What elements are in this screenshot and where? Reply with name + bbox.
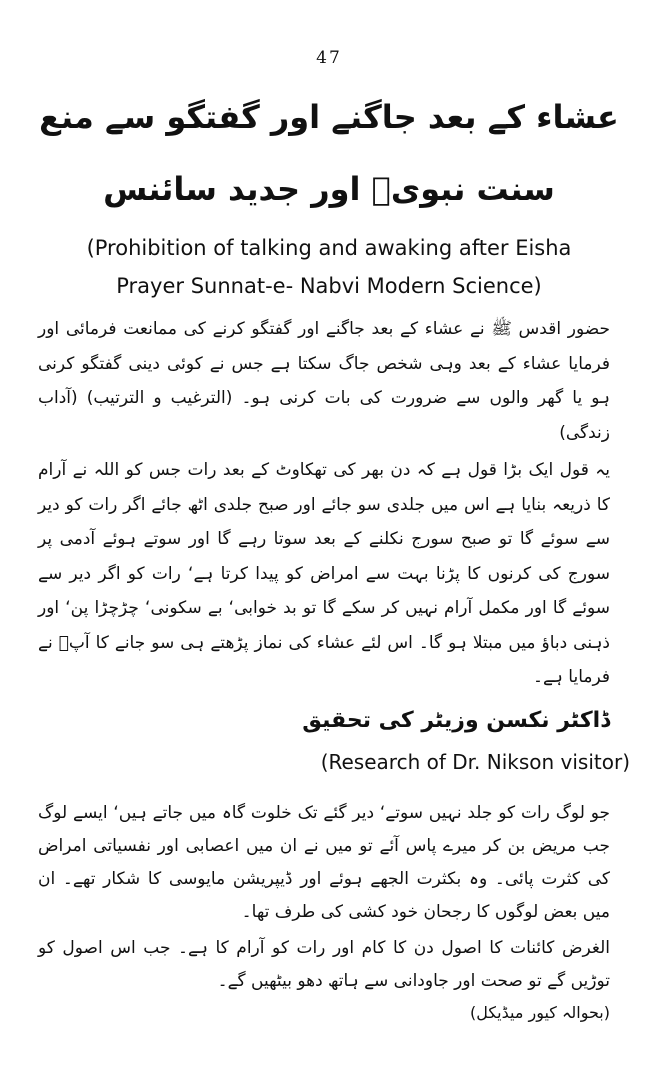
research-heading-urdu: ڈاکٹر نکسن وزیٹر کی تحقیق — [302, 708, 610, 733]
page-number: 47 — [316, 48, 342, 68]
paragraph-explanation: یہ قول ایک بڑا قول ہے کہ دن بھر کی تھکاوٹ کے بعد رات جس کو اللہ نے آرام کا ذریعہ بنایا ہے اس میں جلدی سو جائے اور صبح جلدی اٹھ جائے اگر رات کو دیر سے سوئے گا تو صبح سورج نکلنے کے بعد سوتا رہے گا اور سوتے ہوئے آدمی پر سورج کی کرنوں کا پڑنا بہت سے امراض کو پیدا کرتا ہے‘ رات کو اگر دیر سے سوئے گا اور مکمل آرام نہیں کر سکے گا تو بد خوابی‘ بے سکونی‘ چڑچڑا پن‘ اور ذہنی دباؤ میں مبتلا ہو گا۔ اس لئے عشاء کی نماز پڑھتے ہی سو جانے کا آپؐ نے فرمایا ہے۔ — [38, 460, 610, 687]
urdu-title-line-2: سنت نبویؐ اور جدید سائنس — [103, 170, 555, 208]
paragraph-hadith: حضور اقدس ﷺ نے عشاء کے بعد جاگنے اور گفتگو کرنے کی ممانعت فرمائی اور فرمایا عشاء کے بعد وہی شخص جاگ سکتا ہے جس نے کوئی دینی گفتگو کرنی ہو یا گھر والوں سے ضرورت کی بات کرنی ہو۔ (الترغیب و الترتیب) (آداب زندگی) — [38, 319, 610, 443]
paragraph-conclusion: الغرض کائنات کا اصول دن کا کام اور رات کو آرام کا ہے۔ جب اس اصول کو توڑیں گے تو صحت اور جاودانی سے ہاتھ دھو بیٹھیں گے۔ — [38, 938, 610, 991]
reference-citation: (بحوالہ کیور میڈیکل) — [469, 1003, 610, 1022]
paragraph-research: جو لوگ رات کو جلد نہیں سوتے‘ دیر گئے تک خلوت گاہ میں جاتے ہیں‘ ایسے لوگ جب مریض بن کر میرے پاس آئے تو میں نے ان میں اعصابی اور نفسیاتی امراض کی کثرت پائی۔ وہ بکثرت الجھے ہوئے اور ڈیپریشن مایوسی کا شکار تھے۔ ان میں بعض لوگوں کا رجحان خود کشی کی طرف تھا۔ — [38, 803, 610, 922]
research-heading-english: (Research of Dr. Nikson visitor) — [320, 750, 630, 774]
english-title-line-2: Prayer Sunnat-e- Nabvi Modern Science) — [116, 274, 542, 298]
urdu-title-line-1: عشاء کے بعد جاگنے اور گفتگو سے منع — [39, 98, 619, 136]
english-title-line-1: (Prohibition of talking and awaking after Eisha — [86, 236, 572, 260]
